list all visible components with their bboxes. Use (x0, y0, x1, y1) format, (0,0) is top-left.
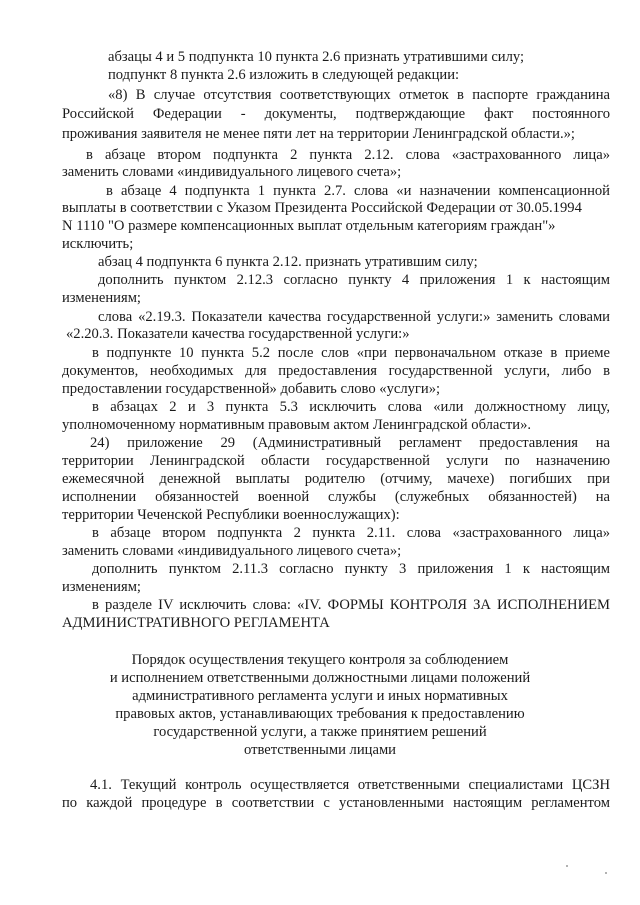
text-line: абзац 4 подпункта 6 пункта 2.12. признать утратившим силу; (98, 254, 478, 270)
text-line: в подпункте 10 пункта 5.2 после слов «при первоначальном отказе в приеме (92, 345, 610, 361)
text-line: слова «2.19.3. Показатели качества государственной услуги:» заменить словами (98, 309, 610, 325)
text-line: «8) В случае отсутствия соответствующих отметок в паспорте гражданина (108, 87, 610, 103)
text-line: проживания заявителя не менее пяти лет на территории Ленинградской области.»; (62, 126, 575, 142)
text-line: заменить словами «индивидуального лицевого счета»; (62, 543, 402, 559)
text-line: предоставлении государственной» добавить слово «услуги»; (62, 381, 441, 397)
text-line: по каждой процедуре в соответствии с установленными настоящим регламентом (62, 795, 610, 811)
text-line: подпункт 8 пункта 2.6 изложить в следующей редакции: (108, 67, 460, 83)
text-line: территории Ленинградской области государственной услуги по назначению (62, 453, 610, 469)
text-line: уполномоченному нормативным правовым актом Ленинградской области». (62, 417, 532, 433)
text-line: дополнить пунктом 2.12.3 согласно пункту 4 приложения 1 к настоящим (98, 272, 610, 288)
text-line: изменениям; (62, 579, 141, 595)
text-line: исполнении обязанностей военной службы (служебных обязанностей) на (62, 489, 610, 505)
text-line: изменениям; (62, 290, 141, 306)
scan-speck (605, 872, 607, 874)
section-heading-line: административного регламента услуги и иных нормативных (132, 688, 508, 704)
text-line: в разделе IV исключить слова: «IV. ФОРМЫ КОНТРОЛЯ ЗА ИСПОЛНЕНИЕМ (92, 597, 610, 613)
section-heading-line: государственной услуги, а также принятием решений (153, 724, 487, 740)
text-line: дополнить пунктом 2.11.3 согласно пункту 3 приложения 1 к настоящим (92, 561, 610, 577)
text-line: N 1110 "О размере компенсационных выплат отдельным категориям граждан"» (62, 218, 556, 234)
text-line: ежемесячной денежной выплаты родителю (отчиму, мачехе) погибших при (62, 471, 610, 487)
text-line: в абзаце 4 подпункта 1 пункта 2.7. слова «и назначении компенсационной (106, 183, 610, 199)
text-line: документов, необходимых для предоставления государственной услуги, либо в (62, 363, 610, 379)
section-heading-line: правовых актов, устанавливающих требования к предоставлению (115, 706, 525, 722)
text-line: в абзацах 2 и 3 пункта 5.3 исключить слова «или должностному лицу, (92, 399, 610, 415)
scan-speck (566, 865, 568, 867)
text-line: 24) приложение 29 (Административный регламент предоставления на (90, 435, 610, 451)
text-line: территории Чеченской Республики военнослужащих): (62, 507, 400, 523)
text-line: заменить словами «индивидуального лицевого счета»; (62, 164, 402, 180)
section-heading-line: ответственными лицами (243, 742, 396, 758)
text-line: Российской Федерации - документы, подтверждающие факт постоянного (62, 106, 610, 122)
text-line: абзацы 4 и 5 подпункта 10 пункта 2.6 признать утратившими силу; (108, 49, 525, 65)
text-line: в абзаце втором подпункта 2 пункта 2.11. слова «застрахованного лица» (92, 525, 610, 541)
text-line: АДМИНИСТРАТИВНОГО РЕГЛАМЕНТА (62, 615, 330, 631)
text-line: 4.1. Текущий контроль осуществляется ответственными специалистами ЦСЗН (90, 777, 610, 793)
section-heading-line: и исполнением ответственными должностными лицами положений (109, 670, 531, 686)
text-line: в абзаце втором подпункта 2 пункта 2.12. слова «застрахованного лица» (86, 147, 610, 163)
section-heading-line: Порядок осуществления текущего контроля за соблюдением (131, 652, 509, 668)
text-line: «2.20.3. Показатели качества государственной услуги:» (66, 326, 410, 342)
text-line: исключить; (62, 236, 134, 252)
text-line: выплаты в соответствии с Указом Президента Российской Федерации от 30.05.1994 (62, 200, 582, 216)
